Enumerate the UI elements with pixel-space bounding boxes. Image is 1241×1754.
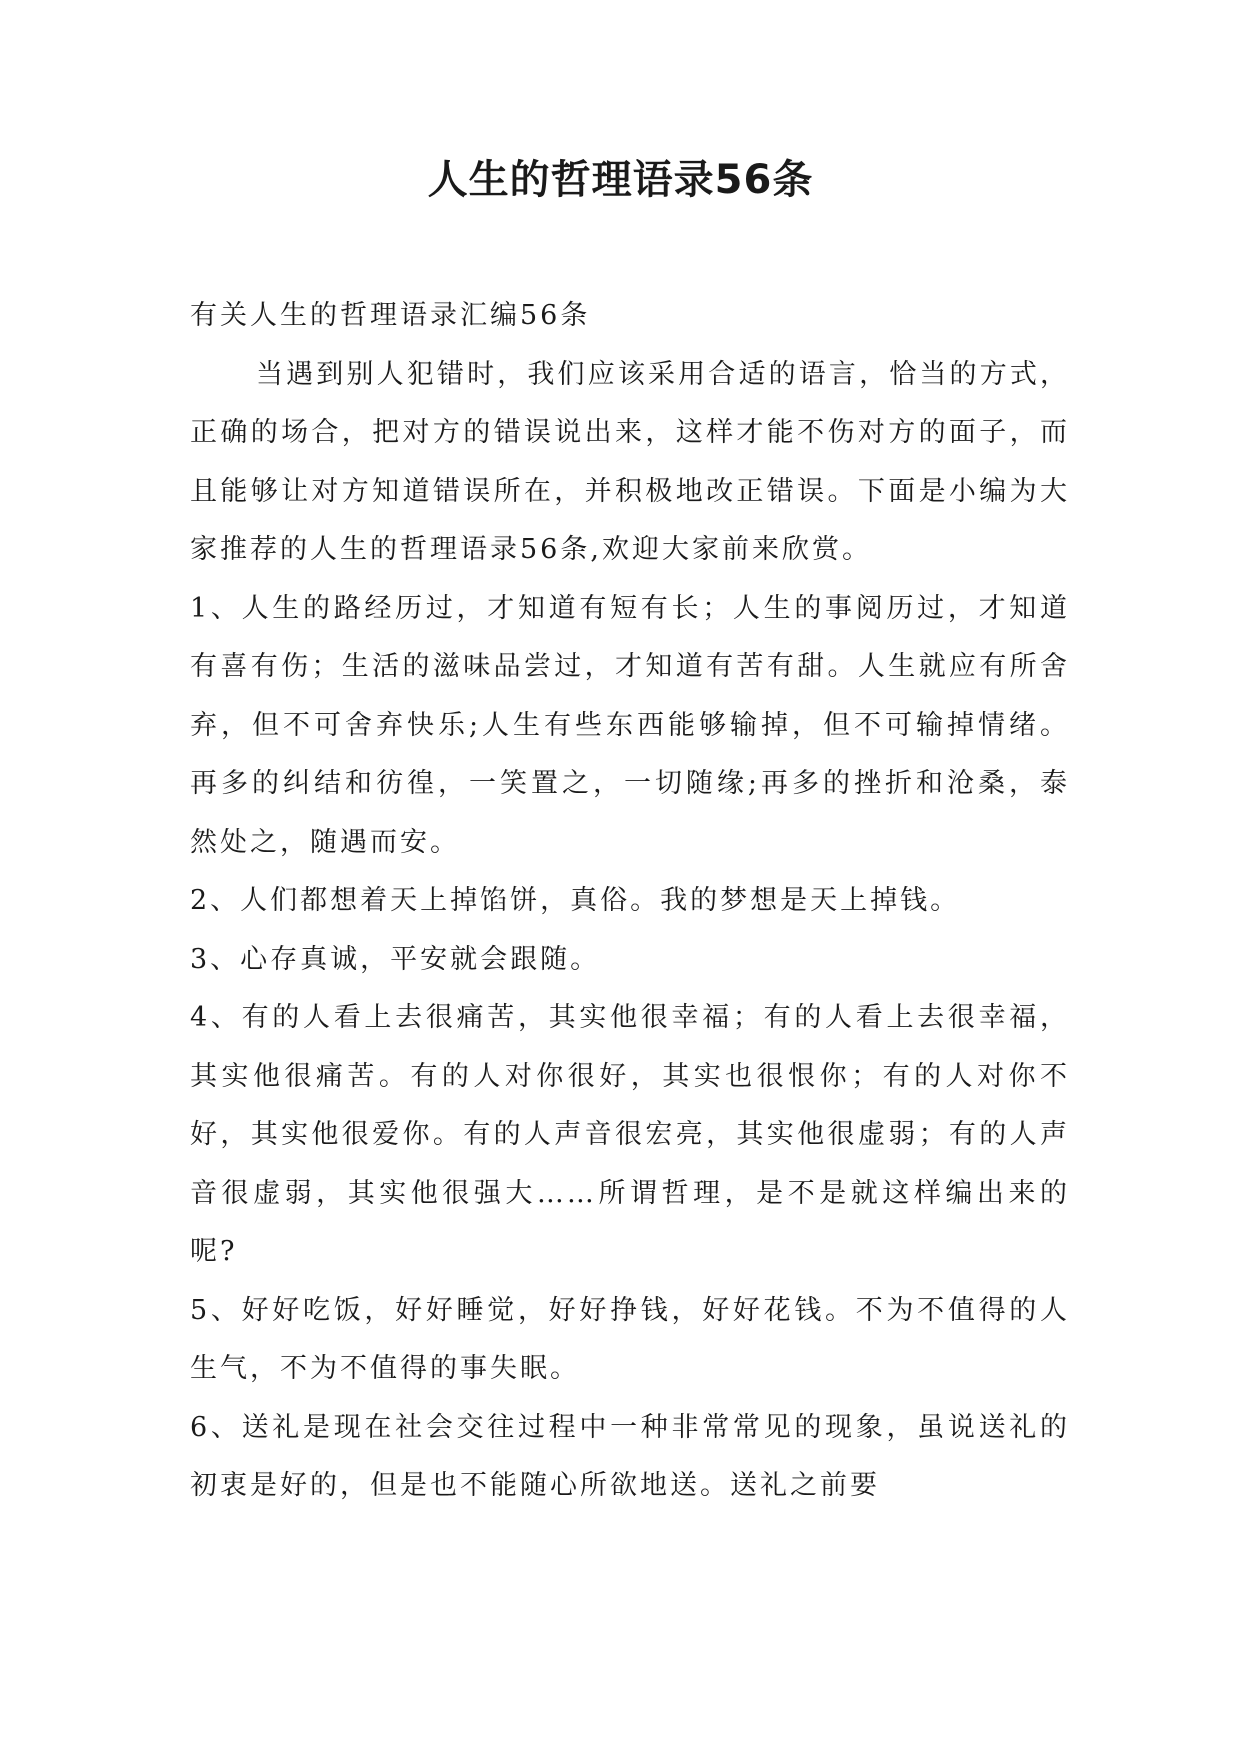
intro-paragraph: 当遇到别人犯错时，我们应该采用合适的语言，恰当的方式，正确的场合，把对方的错误说出来，这样才能不伤对方的面子，而且能够让对方知道错误所在，并积极地改正错误。下面是小编为大家推荐的人生的哲理语录56条,欢迎大家前来欣赏。 xyxy=(190,358,1070,565)
document-subtitle: 有关人生的哲理语录汇编56条 xyxy=(190,300,591,331)
quote-item-3: 3、心存真诚，平安就会跟随。 xyxy=(190,943,601,975)
quote-item-2: 2、人们都想着天上掉馅饼，真俗。我的梦想是天上掉钱。 xyxy=(190,885,961,916)
quote-item-4: 4、有的人看上去很痛苦，其实他很幸福；有的人看上去很幸福，其实他很痛苦。有的人对你很好，其实也很恨你；有的人对你不好，其实他很爱你。有的人声音很宏亮，其实他很虚弱；有的人声音很虚弱，其实他很强大……所谓哲理，是不是就这样编出来的呢? xyxy=(190,1002,1070,1267)
quote-item-6: 6、送礼是现在社会交往过程中一种非常常见的现象，虽说送礼的初衷是好的，但是也不能随心所欲地送。送礼之前要 xyxy=(190,1411,1070,1501)
document-title: 人生的哲理语录56条 xyxy=(427,157,814,203)
quote-item-1: 1、人生的路经历过，才知道有短有长；人生的事阅历过，才知道有喜有伤；生活的滋味品尝过，才知道有苦有甜。人生就应有所舍弃，但不可舍弃快乐;人生有些东西能够输掉，但不可输掉情绪。再多的纠结和彷徨，一笑置之，一切随缘;再多的挫折和沧桑，泰然处之，随遇而安。 xyxy=(190,592,1070,858)
document-body xyxy=(190,287,1070,1516)
quote-item-5: 5、好好吃饭，好好睡觉，好好挣钱，好好花钱。不为不值得的人生气，不为不值得的事失眠。 xyxy=(190,1294,1070,1384)
